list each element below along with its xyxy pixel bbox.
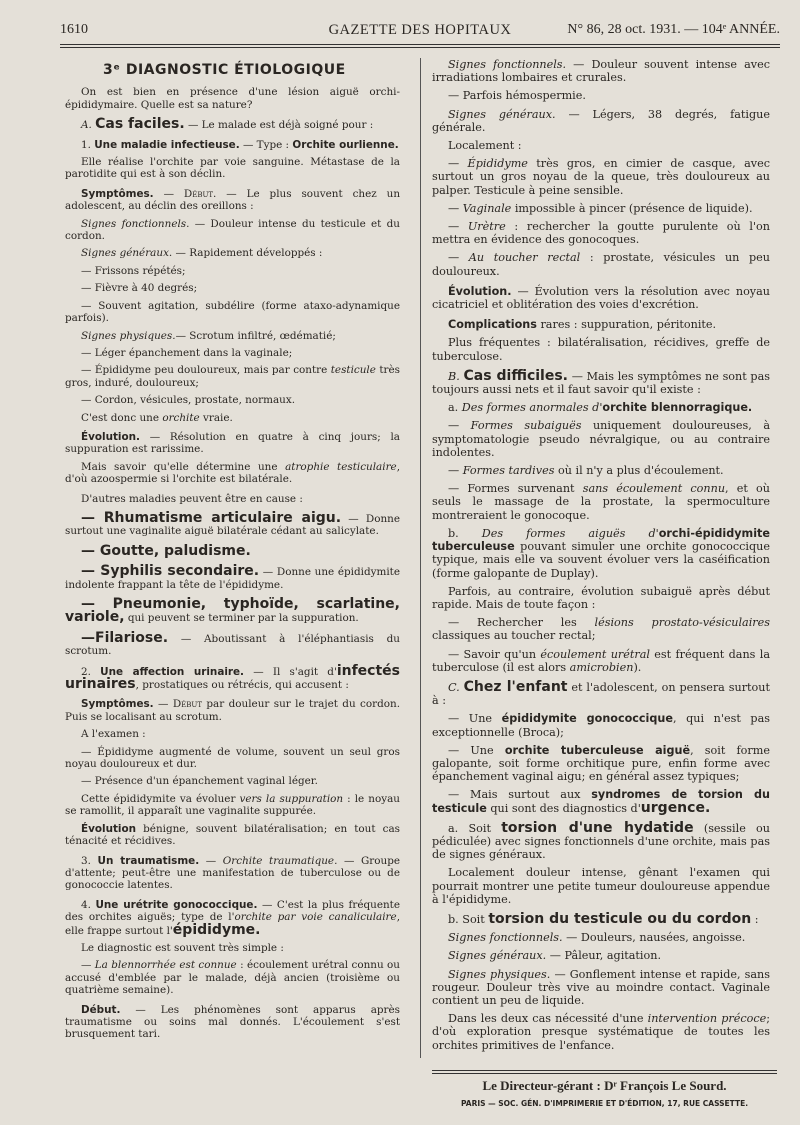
paragraph: a. Soit torsion d'une hydatide (sessile ou pédiculée) avec signes fonctionnels d'une orchite, mais pas de signes généraux.: [432, 819, 770, 862]
paragraph: Cette épididymite va évoluer vers la suppuration : le noyau se ramollit, il apparaît une vaginalite suppurée.: [65, 792, 400, 818]
column-divider: [420, 58, 421, 1058]
list-item: — Frissons répétés;: [81, 264, 186, 277]
paragraph: b. Des formes aiguës d'orchi-épididymite tuberculeuse pouvant simuler une orchite gonococcique typique, mais elle va souvent évoluer vers la caséification (forme galopante de Duplay).: [432, 526, 770, 580]
heading-maladie-infectieuse: 1. Une maladie infectieuse. — Type : Orchite ourlienne.: [81, 138, 399, 151]
paragraph: Signes fonctionnels. — Douleur intense du testicule et du cordon.: [65, 217, 400, 243]
list-item: — Présence d'un épanchement vaginal léger.: [81, 775, 318, 788]
paragraph: Signes fonctionnels. — Douleur souvent intense avec irradiations lombaires et crurales.: [432, 58, 770, 85]
heading-uretrite: 4. Une urétrite gonococcique. — C'est la plus fréquente des orchites aiguës; type de l'orchite par voie canaliculaire, elle frappe surtout l'épididyme.: [65, 898, 400, 938]
heading-cas-difficiles: B. Cas difficiles. — Mais les symptômes ne sont pas toujours aussi nets et il faut savoir qu'il existe :: [432, 367, 771, 397]
paragraph: —Filariose. — Aboutissant à l'éléphantiasis du scrotum.: [65, 629, 400, 658]
paragraph: — Syphilis secondaire. — Donne une épididymite indolente frappant la tête de l'épididyme.: [65, 563, 400, 591]
paragraph: A l'examen :: [81, 728, 146, 741]
list-item: — Formes subaiguës uniquement douloureuses, à symptomatologie pseudo névralgique, ou au contraire indolentes.: [432, 419, 771, 459]
list-item: — Formes tardives où il n'y a plus d'écoulement.: [448, 464, 724, 478]
paragraph: Signes généraux. — Rapidement développés :: [81, 247, 323, 260]
issue-info: N° 86, 28 oct. 1931. — 104ᵉ ANNÉE.: [567, 22, 780, 37]
evolution-paragraph: Évolution bénigne, souvent bilatéralisation; en tout cas ténacité et récidives.: [65, 822, 400, 848]
list-item: — Vaginale impossible à pincer (présence de liquide).: [448, 201, 753, 215]
page-header: [60, 22, 780, 42]
paragraph: D'autres maladies peuvent être en cause :: [81, 492, 303, 505]
complications-paragraph: Complications rares : suppuration, péritonite.: [448, 318, 717, 332]
paragraph: Signes physiques.— Scrotum infiltré, œdématié;: [81, 329, 336, 342]
paragraph: Le diagnostic est souvent très simple :: [81, 941, 284, 954]
paragraph: a. Des formes anormales d'orchite blennorragique.: [448, 401, 753, 415]
right-column: [432, 58, 770, 1057]
list-item: — Souvent agitation, subdélire (forme ataxo-adynamique parfois).: [65, 299, 400, 325]
paragraph: Elle réalise l'orchite par voie sanguine. Métastase de la parotidite qui est à son déclin.: [65, 156, 400, 181]
paragraph: Localement douleur intense, gênant l'examen qui pourrait montrer une petite tumeur douloureuse appendue à l'épididyme.: [432, 866, 770, 906]
list-item: — Parfois hémospermie.: [448, 89, 586, 103]
paragraph: — Rhumatisme articulaire aigu. — Donne surtout une vaginalite aiguë bilatérale cédant au salicylate.: [65, 509, 400, 538]
paragraph: — Pneumonie, typhoïde, scarlatine, variole, qui peuvent se terminer par la suppuration.: [65, 596, 400, 626]
list-item: — Formes survenant sans écoulement connu, et où seuls le massage de la prostate, la spermoculture montreraient le gonocoque.: [432, 482, 770, 522]
list-item: — Léger épanchement dans la vaginale;: [81, 346, 293, 359]
paragraph: Localement :: [448, 139, 522, 153]
list-item: — Épididyme augmenté de volume, souvent un seul gros noyau douloureux et dur.: [65, 745, 400, 771]
printer-line: PARIS — SOC. GÉN. D'IMPRIMERIE ET D'ÉDITION, 17, RUE CASSETTE.: [460, 1099, 749, 1108]
heading-goutte: — Goutte, paludisme.: [81, 542, 251, 559]
heading-chez-enfant: C. Chez l'enfant et l'adolescent, on pensera surtout à :: [432, 678, 770, 708]
section-title: 3ᵉ DIAGNOSTIC ÉTIOLOGIQUE: [103, 62, 346, 78]
paragraph: C'est donc une orchite vraie.: [81, 411, 233, 424]
paragraph: Plus fréquentes : bilatéralisation, récidives, greffe de tuberculose.: [432, 336, 770, 363]
list-item: — Cordon, vésicules, prostate, normaux.: [81, 394, 295, 407]
symptomes-paragraph: Symptômes. — Début. — Le plus souvent chez un adolescent, au déclin des oreillons :: [65, 187, 401, 213]
list-item: — Fièvre à 40 degrés;: [81, 282, 198, 295]
paragraph: b. Soit torsion du testicule ou du cordon :: [448, 910, 759, 927]
list-item: — Savoir qu'un écoulement urétral est fréquent dans la tuberculose (il est alors amicrobien).: [432, 647, 771, 674]
paragraph: Signes fonctionnels. — Douleurs, nausées, angoisse.: [448, 931, 746, 945]
list-item: — Épididyme très gros, en cimier de casque, avec surtout un gros noyau de la queue, très douloureux au palper. Testicule à peine sensible.: [432, 157, 770, 197]
evolution-paragraph: Évolution. — Résolution en quatre à cinq jours; la suppuration est rarissime.: [65, 430, 400, 456]
journal-title: GAZETTE DES HOPITAUX: [328, 22, 512, 38]
footer-rule-2: [432, 1073, 777, 1074]
symptomes-paragraph: Symptômes. — Début par douleur sur le trajet du cordon. Puis se localisant au scrotum.: [65, 698, 400, 723]
paragraph: Parfois, au contraire, évolution subaiguë après début rapide. Mais de toute façon :: [432, 584, 770, 611]
page-footer: [432, 1078, 777, 1108]
heading-cas-faciles: A. Cas faciles. — Le malade est déjà soigné pour :: [81, 116, 374, 133]
paragraph: Signes physiques. — Gonflement intense et rapide, sans rougeur. Douleur très vive au moindre contact. Vaginale contient un peu de liquide.: [432, 967, 770, 1007]
debut-paragraph: Début. — Les phénomènes sont apparus après traumatisme ou soins mal donnés. L'écoulement s'est brusquement tari.: [65, 1003, 400, 1041]
list-item: — Au toucher rectal : prostate, vésicules un peu douloureux.: [432, 251, 770, 278]
list-item: — Une orchite tuberculeuse aiguë, soit forme galopante, soit forme orchitique pure, enfin forme avec épanchement vaginal aigu; en général assez typiques;: [432, 743, 770, 784]
header-rule-2: [60, 47, 780, 48]
paragraph: Dans les deux cas nécessité d'une intervention précoce; d'où exploration presque systématique de toutes les orchites primitives de l'enfance.: [432, 1012, 770, 1052]
heading-traumatisme: 3. Un traumatisme. — Orchite traumatique. — Groupe d'attente; peut-être une manifestation de tuberculose ou de gonococcie latentes.: [65, 854, 401, 892]
paragraph: On est bien en présence d'une lésion aiguë orchi-épididymaire. Quelle est sa nature?: [65, 86, 400, 111]
evolution-paragraph: Évolution. — Évolution vers la résolution avec noyau cicatriciel et oblitération des voies d'excrétion.: [432, 284, 770, 312]
list-item: — Une épididymite gonococcique, qui n'est pas exceptionnelle (Broca);: [432, 712, 770, 739]
list-item: — Mais surtout aux syndromes de torsion du testicule qui sont des diagnostics d'urgence.: [432, 788, 770, 816]
heading-affection-urinaire: 2. Une affection urinaire. — Il s'agit d'infectés urinaires, prostatiques ou rétrécis, qui accusent :: [65, 662, 400, 693]
list-item: — Urètre : rechercher la goutte purulente où l'on mettra en évidence des gonocoques.: [432, 220, 771, 247]
page-number: 1610: [60, 22, 88, 37]
directeur-gerant: Le Directeur-gérant : Dʳ François Le Sourd.: [482, 1078, 727, 1093]
list-item: — Rechercher les lésions prostato-vésiculaires classiques au toucher rectal;: [432, 616, 770, 643]
left-column: [65, 58, 400, 1046]
paragraph: Mais savoir qu'elle détermine une atrophie testiculaire, d'où azoospermie si l'orchite est bilatérale.: [65, 460, 400, 486]
paragraph: Signes généraux. — Légers, 38 degrés, fatigue générale.: [432, 107, 770, 134]
header-rule: [60, 44, 780, 45]
list-item: — Épididyme peu douloureux, mais par contre testicule très gros, induré, douloureux;: [65, 364, 400, 389]
paragraph: — La blennorrhée est connue : écoulement urétral connu ou accusé d'emblée par le malade, déjà ancien (troisième ou quatrième semaine).: [65, 959, 400, 997]
footer-rule: [432, 1070, 777, 1071]
paragraph: Signes généraux. — Pâleur, agitation.: [448, 949, 662, 963]
